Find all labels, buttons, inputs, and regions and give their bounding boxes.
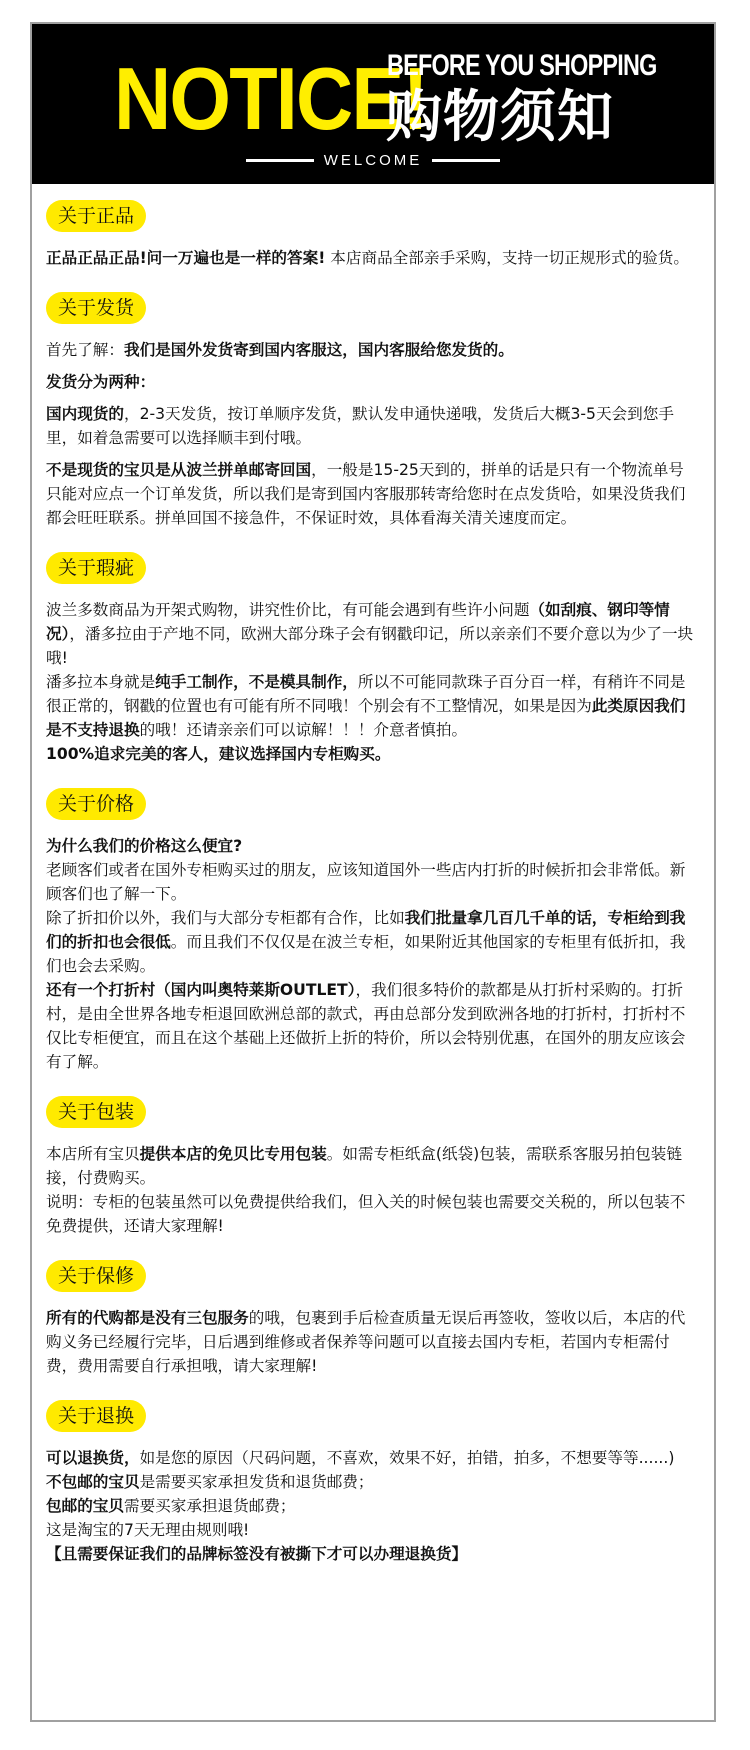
bold-text: 国内现货的 [46,405,124,423]
section-flaw [46,552,696,766]
notice-title: NOTICE! [114,49,427,148]
section-badge: 关于保修 [46,1260,146,1292]
section-badge: 关于价格 [46,788,146,820]
paragraph [46,906,696,978]
paragraph [46,402,696,450]
bold-text: 为什么我们的价格这么便宜? [46,837,243,855]
before-you-shopping: BEFORE YOU SHOPPING [387,49,657,82]
bold-text: 此类原因我们是不支持退换 [46,697,686,739]
welcome-line-left [246,159,314,162]
text: 首先了解： [46,341,124,359]
text: ，一般是15-25天到的，拼单的话是只有一个物流单号只能对应点一个订单发货，所以我们是寄到国内客服那转寄给您时在点发货哈，如果没货我们都会旺旺联系。拼单回国不接急件，不保证时效，具体看海关清关速度而定。 [46,461,686,527]
text: ，2-3天发货，按订单顺序发货，默认发申通快递哦，发货后大概3-5天会到您手里，如着急需要可以选择顺丰到付哦。 [46,405,674,447]
bold-text: 包邮的宝贝 [46,1497,124,1515]
paragraph [46,458,696,530]
text: 波兰多数商品为开架式购物，讲究性价比，有可能会遇到有些许小问题 [46,601,530,619]
paragraph [46,742,696,766]
paragraph [46,598,696,670]
bold-text: 我们是国外发货寄到国内客服这，国内客服给您发货的。 [123,341,514,359]
paragraph [46,370,696,394]
paragraph [46,1446,696,1470]
paragraph [46,338,696,362]
paragraph [46,834,696,858]
paragraph [46,1518,696,1542]
text: 是需要买家承担发货和退货邮费； [139,1473,374,1491]
text: 的哦，包裹到手后检查质量无误后再签收，签收以后，本店的代购义务已经履行完毕，日后遇到维修或者保养等问题可以直接去国内专柜，若国内专柜需付费，费用需要自行承担哦，请大家理解! [46,1309,686,1375]
text: 。而且我们不仅仅是在波兰专柜，如果附近其他国家的专柜里有低折扣，我们也会去采购。 [46,933,686,975]
section-badge: 关于退换 [46,1400,146,1432]
bold-text: 100%追求完美的客人，建议选择国内专柜购买。 [46,745,391,763]
section-shipping [46,292,696,530]
text: 。如需专柜纸盒(纸袋)包装，需联系客服另拍包装链接，付费购买。 [46,1145,682,1187]
paragraph [46,1542,696,1566]
welcome-text: WELCOME [323,151,423,169]
welcome-row [32,148,714,172]
shopping-notice-cn-title: 购物须知 [386,85,614,150]
paragraph [46,670,696,742]
bold-text: 发货分为两种： [46,373,156,391]
text: 这是淘宝的7天无理由规则哦! [46,1521,250,1539]
bold-text: 提供本店的免贝比专用包装 [139,1145,327,1163]
notice-content [46,200,696,1588]
section-price [46,788,696,1074]
text: 需要买家承担退货邮费； [123,1497,296,1515]
paragraph [46,1470,696,1494]
text: ，潘多拉由于产地不同，欧洲大部分珠子会有钢戳印记，所以亲亲们不要介意以为少了一块哦! [46,625,694,667]
bold-text: 正品正品正品!问一万遍也是一样的答案! [46,249,326,267]
text: 如是您的原因（尺码问题，不喜欢，效果不好，拍错，拍多，不想要等等......) [139,1449,675,1467]
section-packaging [46,1096,696,1238]
welcome-line-right [432,159,500,162]
bold-text: （如刮痕、钢印等情况） [46,601,670,643]
text: 所以不可能同款珠子百分百一样，有稍许不同是很正常的，钢戳的位置也有可能有所不同哦！个别会有不工整情况，如果是因为 [46,673,686,715]
section-warranty [46,1260,696,1378]
header-banner [32,24,714,184]
text: ，我们很多特价的款都是从打折村采购的。打折村，是由全世界各地专柜退回欧洲总部的款式，再由总部分发到欧洲各地的打折村，打折村不仅比专柜便宜，而且在这个基础上还做折上折的特价，所以会特别优惠，在国外的朋友应该会有了解。 [46,981,686,1071]
text: 老顾客们或者在国外专柜购买过的朋友，应该知道国外一些店内打折的时候折扣会非常低。新顾客们也了解一下。 [46,861,686,903]
paragraph [46,1494,696,1518]
paragraph [46,1142,696,1190]
paragraph [46,978,696,1074]
bold-text: 所有的代购都是没有三包服务 [46,1309,249,1327]
section-badge: 关于发货 [46,292,146,324]
section-authentic [46,200,696,270]
paragraph [46,858,696,906]
bold-text: 不包邮的宝贝 [46,1473,140,1491]
bold-text: 我们批量拿几百几千单的话，专柜给到我们的折扣也会很低 [46,909,686,951]
bold-text: 【且需要保证我们的品牌标签没有被撕下才可以办理退换货】 [46,1545,468,1563]
text: 本店商品全部亲手采购，支持一切正规形式的验货。 [325,249,689,267]
bold-text: 还有一个打折村（国内叫奥特莱斯OUTLET） [46,981,356,999]
section-badge: 关于包装 [46,1096,146,1128]
section-returns [46,1400,696,1566]
bold-text: 纯手工制作，不是模具制作， [155,673,358,691]
bold-text: 不是现货的宝贝是从波兰拼单邮寄回国 [46,461,312,479]
section-badge: 关于瑕疵 [46,552,146,584]
notice-frame [30,22,716,1722]
paragraph [46,246,696,270]
text: 本店所有宝贝 [46,1145,140,1163]
text: 除了折扣价以外，我们与大部分专柜都有合作，比如 [46,909,405,927]
text: 的哦！还请亲亲们可以谅解！！！介意者慎拍。 [139,721,468,739]
bold-text: 可以退换货， [46,1449,140,1467]
paragraph [46,1190,696,1238]
text: 潘多拉本身就是 [46,673,156,691]
text: 说明：专柜的包装虽然可以免费提供给我们，但入关的时候包装也需要交关税的，所以包装不免费提供，还请大家理解! [46,1193,686,1235]
paragraph [46,1306,696,1378]
section-badge: 关于正品 [46,200,146,232]
